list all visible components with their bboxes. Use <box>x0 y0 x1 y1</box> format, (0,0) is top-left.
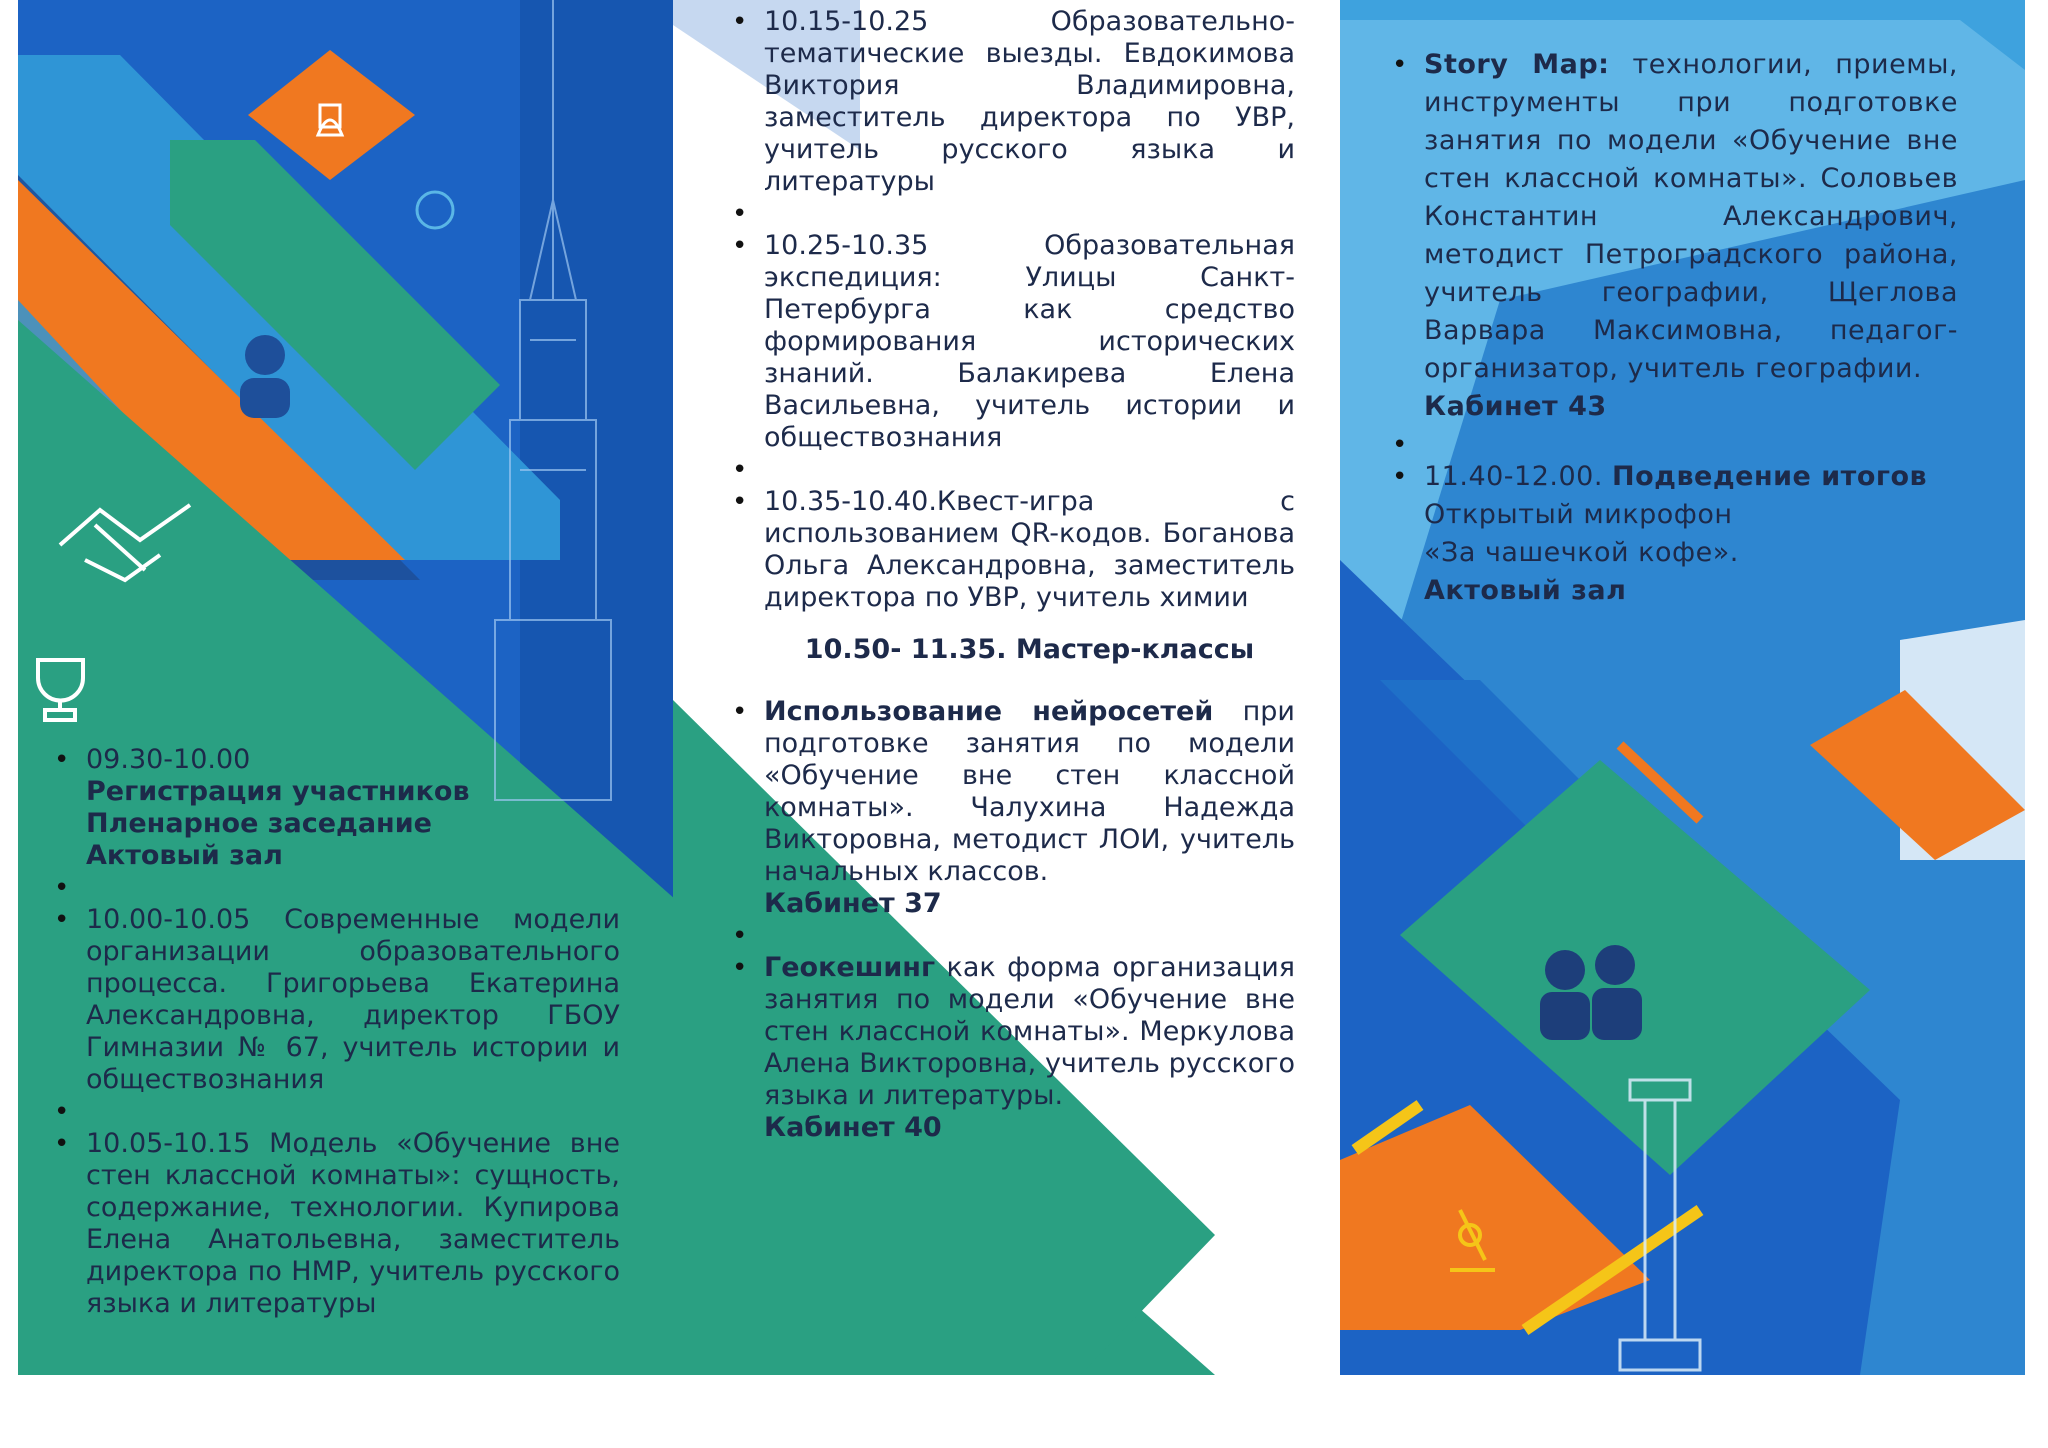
trophy-icon <box>38 660 83 720</box>
registration-line-1: Регистрация участников <box>86 776 470 807</box>
masterclass-heading: 10.50- 11.35. Мастер-классы <box>804 634 1255 665</box>
item-line-1: Открытый микрофон <box>1424 499 1733 530</box>
spacer <box>52 1096 620 1128</box>
list-item <box>1390 46 1958 426</box>
list-item <box>730 952 1295 1144</box>
item-line-2: «За чашечкой кофе». <box>1424 537 1739 568</box>
list-item <box>730 486 1295 614</box>
middle-column <box>730 6 1295 1144</box>
item-time: 11.40-12.00. <box>1424 461 1603 492</box>
registration-line-3: Актовый зал <box>86 840 283 871</box>
item-time: 10.00-10.05 <box>86 904 251 935</box>
item-title: Квест-игра <box>936 486 1095 517</box>
item-text: Современные модели организации образовательного процесса. Григорьева Екатерина Александровна, директор ГБОУ Гимназии № 67, учитель истории и обществознания <box>86 904 620 1095</box>
item-text: Образовательная экспедиция: Улицы Санкт-Петербурга как средство формирования исторических знаний. Балакирева Елена Васильевна, учитель истории и обществознания <box>764 230 1295 453</box>
registration-line-2: Пленарное заседание <box>86 808 432 839</box>
item-text: с использованием QR-кодов. Боганова Ольга Александровна, заместитель директора по УВР, учитель химии <box>764 486 1295 613</box>
item-room: Кабинет 37 <box>764 888 942 919</box>
item-text: технологии, приемы, инструменты при подготовке занятия по модели «Обучение вне стен классной комнаты». Соловьев Константин Александрович, методист Петроградского района, учитель географии, Щеглова Варвара Максимовна, педагог-организатор, учитель географии. <box>1424 49 1958 384</box>
item-text: Модель «Обучение вне стен классной комнаты»: сущность, содержание, технологии. Купирова Елена Анатольевна, заместитель директора по НМР, учитель русского языка и литературы <box>86 1128 620 1319</box>
spacer <box>1390 426 1958 458</box>
spacer <box>730 198 1295 230</box>
children-icon <box>1540 945 1642 1040</box>
item-title: Геокешинг <box>764 952 936 983</box>
item-time: 10.05-10.15 <box>86 1128 251 1159</box>
spacer <box>52 872 620 904</box>
handshake-icon <box>60 505 190 580</box>
item-title: Использование нейросетей <box>764 696 1214 727</box>
item-time: 10.35-10.40. <box>764 486 937 517</box>
item-text: при подготовке занятия по модели «Обучение вне стен классной комнаты». Чалухина Надежда Викторовна, методист ЛОИ, учитель начальных классов. <box>764 696 1295 887</box>
list-item <box>52 904 620 1096</box>
item-text: Образовательно-тематические выезды. Евдокимова Виктория Владимировна, заместитель директора по УВР, учитель русского языка и литературы <box>764 6 1295 197</box>
owl-icon <box>417 192 453 228</box>
spacer <box>730 920 1295 952</box>
list-item <box>1390 458 1958 610</box>
item-title: Подведение итогов <box>1612 461 1928 492</box>
item-room: Кабинет 40 <box>764 1112 942 1143</box>
registration-time: • 09.30-10.00 <box>86 744 251 775</box>
list-item <box>730 6 1295 198</box>
bell-icon <box>318 105 342 135</box>
list-item <box>730 696 1295 920</box>
list-item <box>52 1128 620 1320</box>
item-room: Кабинет 43 <box>1424 391 1607 422</box>
microscope-icon <box>1450 1210 1495 1270</box>
spacer <box>730 454 1295 486</box>
item-title: Story Map: <box>1424 49 1610 80</box>
item-room: Актовый зал <box>1424 575 1627 606</box>
left-column <box>52 744 620 1320</box>
item-time: 10.15-10.25 <box>764 6 929 37</box>
item-time: 10.25-10.35 <box>764 230 929 261</box>
list-item <box>52 744 620 872</box>
right-column <box>1390 46 1958 610</box>
list-item <box>730 230 1295 454</box>
person-icon <box>240 335 290 418</box>
item-text: как форма организация занятия по модели «Обучение вне стен классной комнаты». Меркулова Алена Викторовна, учитель русского языка и литературы. <box>764 952 1295 1111</box>
